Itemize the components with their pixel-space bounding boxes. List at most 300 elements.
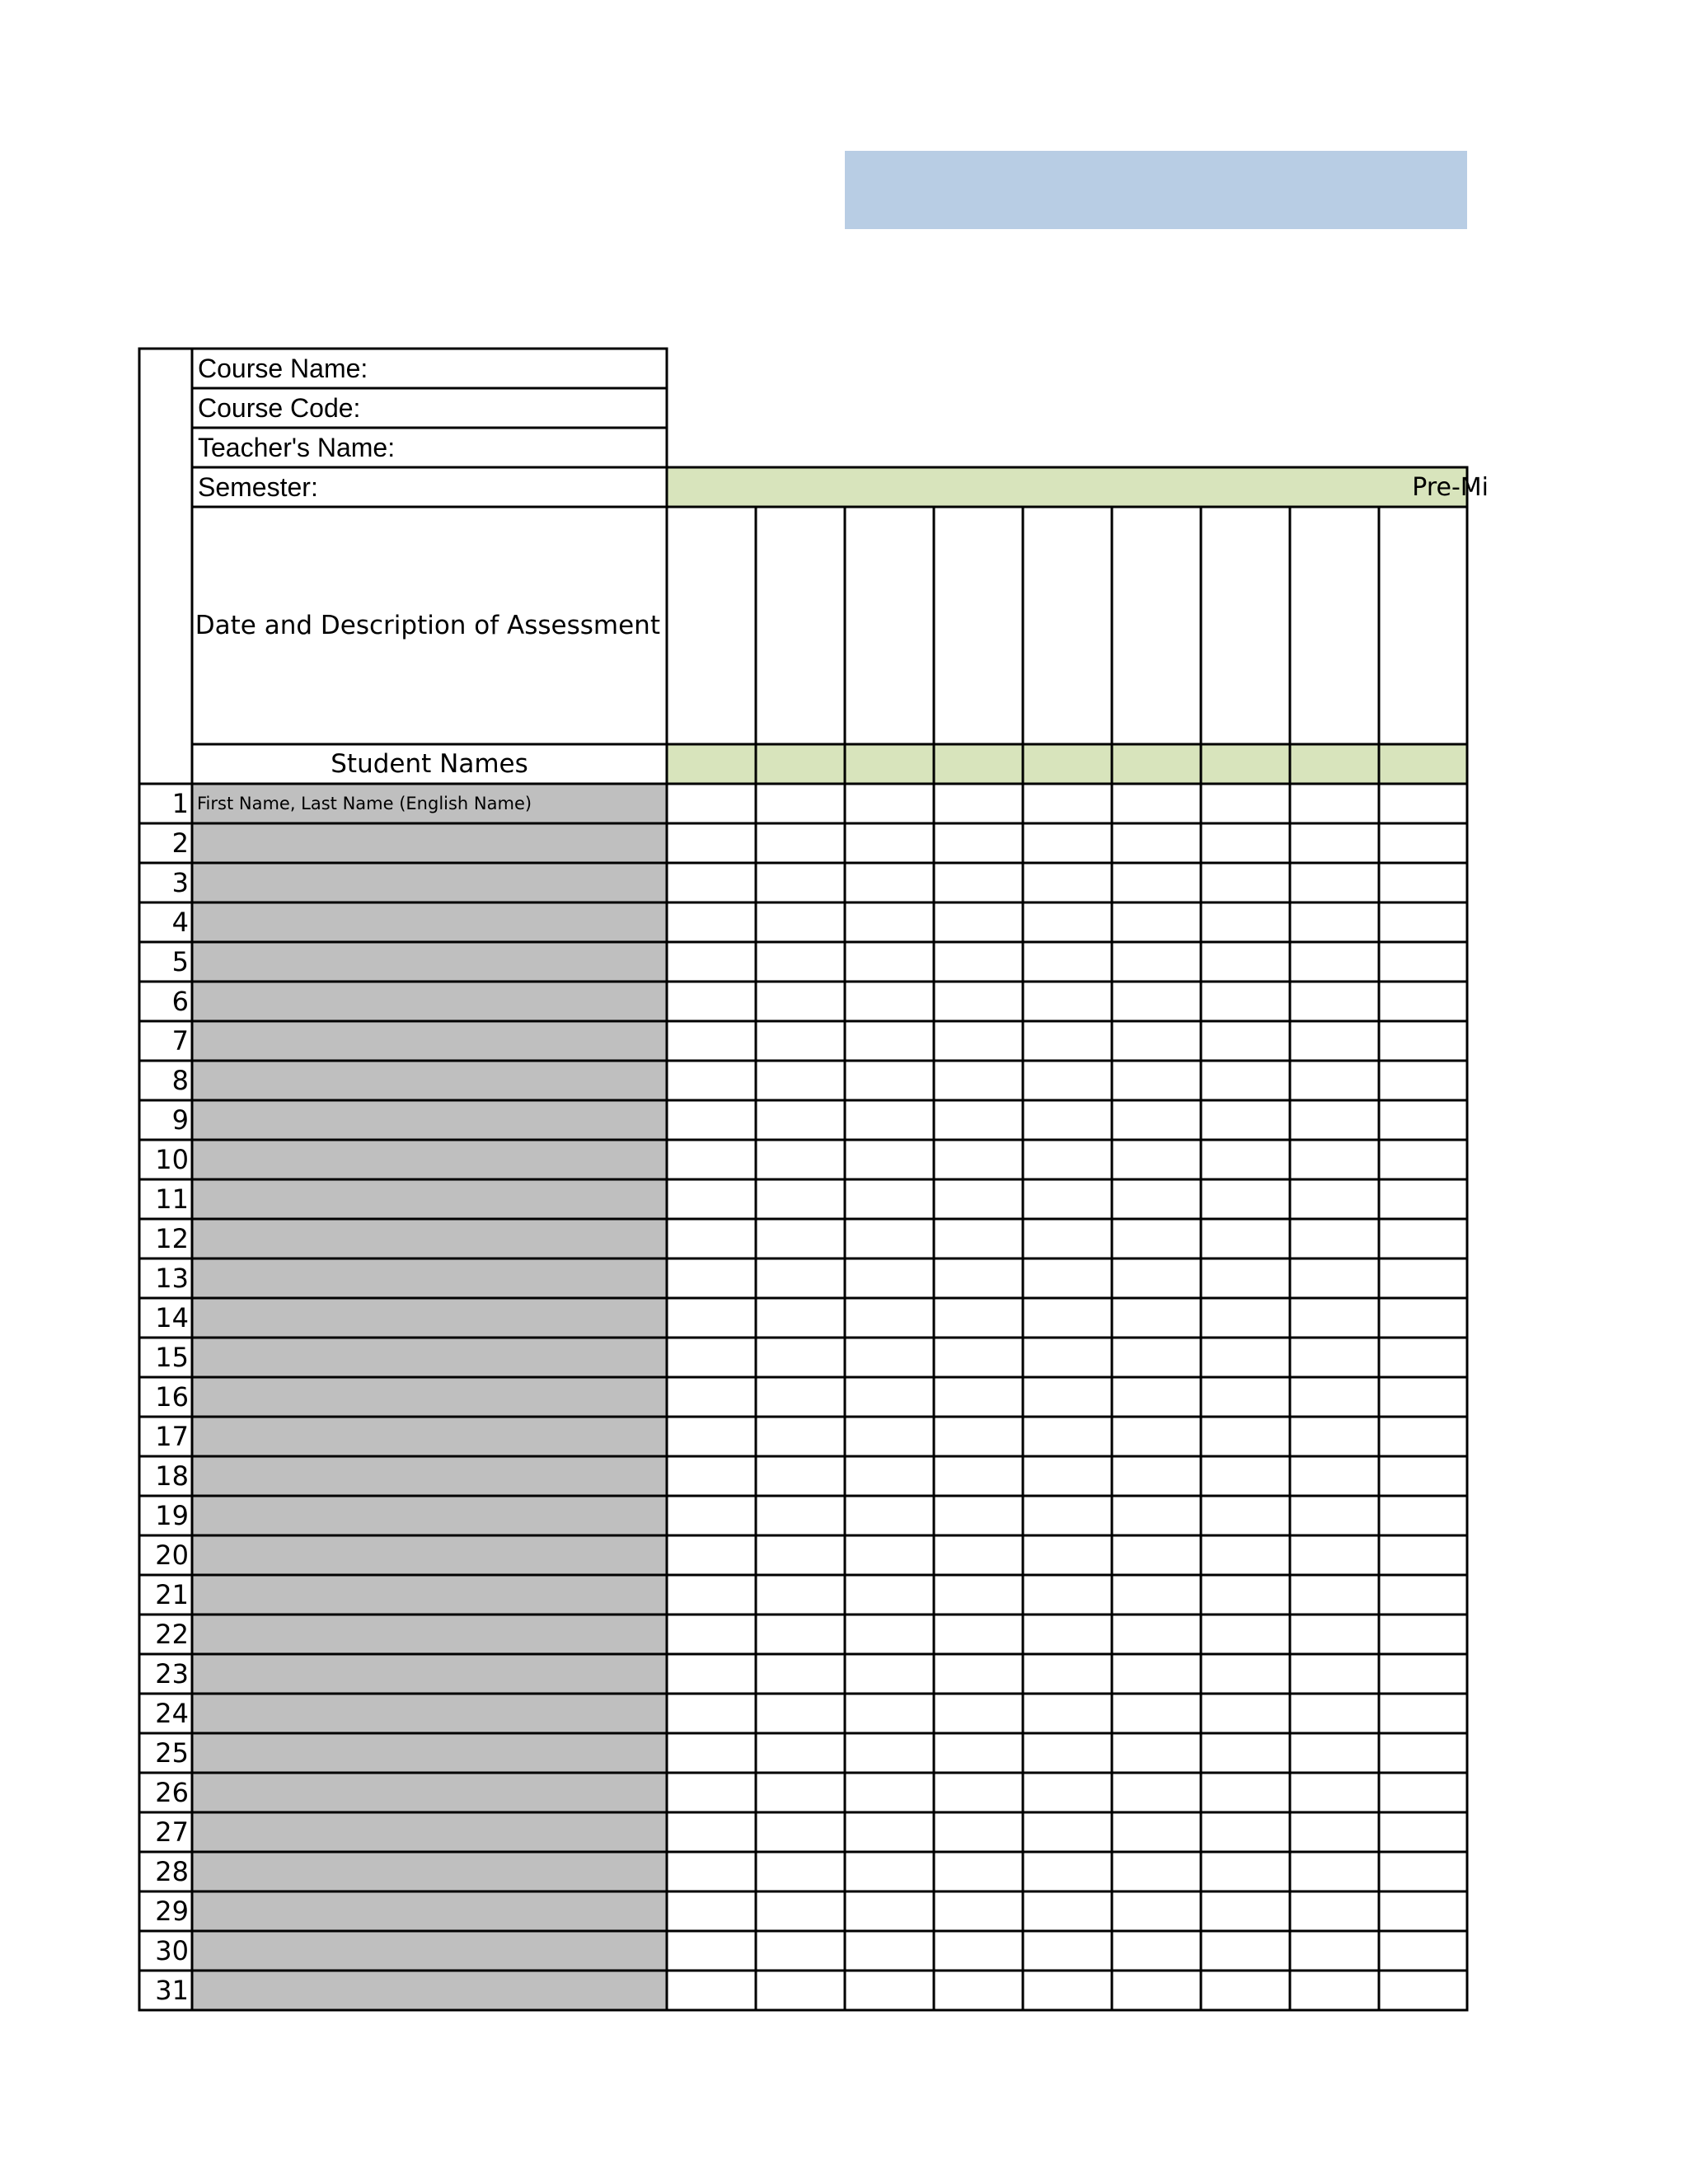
grade-cell[interactable] bbox=[756, 1061, 845, 1100]
assessment-total-cell[interactable] bbox=[756, 744, 845, 784]
assessment-description-cell[interactable] bbox=[845, 507, 934, 744]
grade-cell[interactable] bbox=[1290, 1338, 1379, 1377]
grade-cell[interactable] bbox=[934, 1931, 1023, 1971]
grade-cell[interactable] bbox=[934, 1377, 1023, 1417]
grade-cell[interactable] bbox=[1290, 1298, 1379, 1338]
grade-cell[interactable] bbox=[1023, 1891, 1112, 1931]
grade-cell[interactable] bbox=[1201, 1773, 1290, 1812]
grade-cell[interactable] bbox=[1290, 1812, 1379, 1852]
assessment-description-cell[interactable] bbox=[1201, 507, 1290, 744]
grade-cell[interactable] bbox=[1379, 1654, 1467, 1694]
grade-cell[interactable] bbox=[1112, 1773, 1201, 1812]
grade-cell[interactable] bbox=[667, 1654, 756, 1694]
grade-cell[interactable] bbox=[1290, 982, 1379, 1021]
grade-cell[interactable] bbox=[667, 1931, 756, 1971]
assessment-description-cell[interactable] bbox=[1379, 507, 1467, 744]
student-name-cell[interactable] bbox=[192, 902, 667, 942]
grade-cell[interactable] bbox=[756, 1971, 845, 2010]
student-name-cell[interactable]: First Name, Last Name (English Name) bbox=[192, 784, 667, 823]
grade-cell[interactable] bbox=[667, 823, 756, 863]
grade-cell[interactable] bbox=[934, 1812, 1023, 1852]
grade-cell[interactable] bbox=[667, 1535, 756, 1575]
grade-cell[interactable] bbox=[1023, 784, 1112, 823]
grade-cell[interactable] bbox=[845, 1100, 934, 1140]
grade-cell[interactable] bbox=[1201, 1377, 1290, 1417]
assessment-total-cell[interactable] bbox=[1112, 744, 1201, 784]
grade-cell[interactable] bbox=[845, 1852, 934, 1891]
grade-cell[interactable] bbox=[934, 1417, 1023, 1456]
grade-cell[interactable] bbox=[1112, 1338, 1201, 1377]
grade-cell[interactable] bbox=[1201, 1812, 1290, 1852]
grade-cell[interactable] bbox=[1201, 1219, 1290, 1258]
grade-cell[interactable] bbox=[1023, 1456, 1112, 1496]
grade-cell[interactable] bbox=[756, 1852, 845, 1891]
grade-cell[interactable] bbox=[845, 1496, 934, 1535]
grade-cell[interactable] bbox=[1201, 1061, 1290, 1100]
grade-cell[interactable] bbox=[1379, 1100, 1467, 1140]
student-name-cell[interactable] bbox=[192, 1535, 667, 1575]
grade-cell[interactable] bbox=[756, 1179, 845, 1219]
grade-cell[interactable] bbox=[1112, 823, 1201, 863]
grade-cell[interactable] bbox=[1023, 942, 1112, 982]
grade-cell[interactable] bbox=[1201, 1456, 1290, 1496]
grade-cell[interactable] bbox=[756, 1694, 845, 1733]
grade-cell[interactable] bbox=[1112, 784, 1201, 823]
grade-cell[interactable] bbox=[934, 1298, 1023, 1338]
grade-cell[interactable] bbox=[756, 1100, 845, 1140]
grade-cell[interactable] bbox=[756, 1417, 845, 1456]
grade-cell[interactable] bbox=[1201, 1971, 1290, 2010]
grade-cell[interactable] bbox=[1112, 1535, 1201, 1575]
grade-cell[interactable] bbox=[1023, 1773, 1112, 1812]
grade-cell[interactable] bbox=[667, 1456, 756, 1496]
grade-cell[interactable] bbox=[667, 1733, 756, 1773]
grade-cell[interactable] bbox=[1379, 1298, 1467, 1338]
grade-cell[interactable] bbox=[934, 1575, 1023, 1615]
grade-cell[interactable] bbox=[1201, 1140, 1290, 1179]
grade-cell[interactable] bbox=[756, 784, 845, 823]
grade-cell[interactable] bbox=[1379, 784, 1467, 823]
grade-cell[interactable] bbox=[667, 784, 756, 823]
grade-cell[interactable] bbox=[667, 1417, 756, 1456]
grade-cell[interactable] bbox=[756, 823, 845, 863]
student-name-cell[interactable] bbox=[192, 1258, 667, 1298]
grade-cell[interactable] bbox=[934, 902, 1023, 942]
grade-cell[interactable] bbox=[1201, 1615, 1290, 1654]
grade-cell[interactable] bbox=[1290, 1971, 1379, 2010]
assessment-description-cell[interactable] bbox=[1290, 507, 1379, 744]
grade-cell[interactable] bbox=[1379, 1891, 1467, 1931]
grade-cell[interactable] bbox=[667, 1338, 756, 1377]
grade-cell[interactable] bbox=[934, 1654, 1023, 1694]
grade-cell[interactable] bbox=[1290, 1733, 1379, 1773]
student-name-cell[interactable] bbox=[192, 1377, 667, 1417]
grade-cell[interactable] bbox=[1112, 1456, 1201, 1496]
grade-cell[interactable] bbox=[667, 1971, 756, 2010]
grade-cell[interactable] bbox=[1023, 1021, 1112, 1061]
grade-cell[interactable] bbox=[756, 1812, 845, 1852]
assessment-total-cell[interactable] bbox=[1379, 744, 1467, 784]
grade-cell[interactable] bbox=[1023, 1179, 1112, 1219]
grade-cell[interactable] bbox=[756, 1219, 845, 1258]
grade-cell[interactable] bbox=[1379, 1140, 1467, 1179]
grade-cell[interactable] bbox=[667, 1773, 756, 1812]
grade-cell[interactable] bbox=[1201, 1931, 1290, 1971]
grade-cell[interactable] bbox=[1112, 1733, 1201, 1773]
grade-cell[interactable] bbox=[756, 1456, 845, 1496]
grade-cell[interactable] bbox=[1023, 1654, 1112, 1694]
grade-cell[interactable] bbox=[1290, 784, 1379, 823]
grade-cell[interactable] bbox=[1201, 1694, 1290, 1733]
grade-cell[interactable] bbox=[1290, 823, 1379, 863]
grade-cell[interactable] bbox=[1112, 1654, 1201, 1694]
grade-cell[interactable] bbox=[667, 1021, 756, 1061]
student-name-cell[interactable] bbox=[192, 1298, 667, 1338]
student-name-cell[interactable] bbox=[192, 1140, 667, 1179]
assessment-description-cell[interactable] bbox=[1112, 507, 1201, 744]
grade-cell[interactable] bbox=[1379, 1615, 1467, 1654]
grade-cell[interactable] bbox=[1023, 1971, 1112, 2010]
grade-cell[interactable] bbox=[1112, 982, 1201, 1021]
grade-cell[interactable] bbox=[934, 1061, 1023, 1100]
grade-cell[interactable] bbox=[667, 863, 756, 902]
grade-cell[interactable] bbox=[756, 1615, 845, 1654]
grade-cell[interactable] bbox=[845, 1456, 934, 1496]
grade-cell[interactable] bbox=[1112, 1219, 1201, 1258]
grade-cell[interactable] bbox=[1379, 942, 1467, 982]
grade-cell[interactable] bbox=[1201, 1179, 1290, 1219]
grade-cell[interactable] bbox=[934, 1258, 1023, 1298]
grade-cell[interactable] bbox=[1112, 1061, 1201, 1100]
grade-cell[interactable] bbox=[1023, 1694, 1112, 1733]
grade-cell[interactable] bbox=[1023, 1258, 1112, 1298]
grade-cell[interactable] bbox=[756, 1140, 845, 1179]
grade-cell[interactable] bbox=[756, 863, 845, 902]
grade-cell[interactable] bbox=[756, 1773, 845, 1812]
grade-cell[interactable] bbox=[667, 1061, 756, 1100]
grade-cell[interactable] bbox=[1290, 1496, 1379, 1535]
grade-cell[interactable] bbox=[1112, 1100, 1201, 1140]
grade-cell[interactable] bbox=[845, 1615, 934, 1654]
student-name-cell[interactable] bbox=[192, 1100, 667, 1140]
grade-cell[interactable] bbox=[1379, 1931, 1467, 1971]
grade-cell[interactable] bbox=[667, 1298, 756, 1338]
grade-cell[interactable] bbox=[1112, 1812, 1201, 1852]
grade-cell[interactable] bbox=[845, 1575, 934, 1615]
grade-cell[interactable] bbox=[1201, 1575, 1290, 1615]
grade-cell[interactable] bbox=[1379, 1852, 1467, 1891]
grade-cell[interactable] bbox=[1112, 942, 1201, 982]
grade-cell[interactable] bbox=[756, 1496, 845, 1535]
grade-cell[interactable] bbox=[934, 784, 1023, 823]
grade-cell[interactable] bbox=[1290, 942, 1379, 982]
grade-cell[interactable] bbox=[934, 1456, 1023, 1496]
grade-cell[interactable] bbox=[756, 1733, 845, 1773]
grade-cell[interactable] bbox=[845, 1179, 934, 1219]
grade-cell[interactable] bbox=[1201, 1100, 1290, 1140]
student-name-cell[interactable] bbox=[192, 823, 667, 863]
grade-cell[interactable] bbox=[845, 982, 934, 1021]
grade-cell[interactable] bbox=[1290, 1891, 1379, 1931]
grade-cell[interactable] bbox=[1290, 1456, 1379, 1496]
grade-cell[interactable] bbox=[1023, 1140, 1112, 1179]
grade-cell[interactable] bbox=[934, 823, 1023, 863]
grade-cell[interactable] bbox=[667, 1852, 756, 1891]
grade-cell[interactable] bbox=[1023, 1061, 1112, 1100]
grade-cell[interactable] bbox=[1379, 1021, 1467, 1061]
grade-cell[interactable] bbox=[934, 1891, 1023, 1931]
grade-cell[interactable] bbox=[1290, 1773, 1379, 1812]
grade-cell[interactable] bbox=[1201, 1852, 1290, 1891]
grade-cell[interactable] bbox=[756, 982, 845, 1021]
grade-cell[interactable] bbox=[1201, 1021, 1290, 1061]
student-name-cell[interactable] bbox=[192, 1496, 667, 1535]
grade-cell[interactable] bbox=[1290, 1654, 1379, 1694]
grade-cell[interactable] bbox=[1201, 982, 1290, 1021]
grade-cell[interactable] bbox=[1379, 1812, 1467, 1852]
grade-cell[interactable] bbox=[756, 1338, 845, 1377]
student-name-cell[interactable] bbox=[192, 942, 667, 982]
grade-cell[interactable] bbox=[1023, 1575, 1112, 1615]
grade-cell[interactable] bbox=[1290, 1417, 1379, 1456]
grade-cell[interactable] bbox=[667, 942, 756, 982]
grade-cell[interactable] bbox=[1379, 1338, 1467, 1377]
student-name-cell[interactable] bbox=[192, 1971, 667, 2010]
grade-cell[interactable] bbox=[667, 1575, 756, 1615]
grade-cell[interactable] bbox=[1112, 1417, 1201, 1456]
grade-cell[interactable] bbox=[667, 1258, 756, 1298]
assessment-total-cell[interactable] bbox=[1290, 744, 1379, 784]
grade-cell[interactable] bbox=[845, 1417, 934, 1456]
grade-cell[interactable] bbox=[667, 1377, 756, 1417]
grade-cell[interactable] bbox=[1290, 1219, 1379, 1258]
grade-cell[interactable] bbox=[845, 1377, 934, 1417]
grade-cell[interactable] bbox=[1379, 823, 1467, 863]
grade-cell[interactable] bbox=[845, 1891, 934, 1931]
grade-cell[interactable] bbox=[1023, 1377, 1112, 1417]
grade-cell[interactable] bbox=[934, 1140, 1023, 1179]
grade-cell[interactable] bbox=[1201, 1338, 1290, 1377]
assessment-description-cell[interactable] bbox=[667, 507, 756, 744]
grade-cell[interactable] bbox=[1023, 1812, 1112, 1852]
grade-cell[interactable] bbox=[667, 1615, 756, 1654]
grade-cell[interactable] bbox=[1023, 1615, 1112, 1654]
grade-cell[interactable] bbox=[1379, 982, 1467, 1021]
student-name-cell[interactable] bbox=[192, 863, 667, 902]
grade-cell[interactable] bbox=[1023, 1931, 1112, 1971]
grade-cell[interactable] bbox=[934, 1338, 1023, 1377]
grade-cell[interactable] bbox=[934, 1021, 1023, 1061]
grade-cell[interactable] bbox=[667, 1496, 756, 1535]
grade-cell[interactable] bbox=[1023, 1733, 1112, 1773]
grade-cell[interactable] bbox=[1290, 1100, 1379, 1140]
assessment-total-cell[interactable] bbox=[667, 744, 756, 784]
grade-cell[interactable] bbox=[1201, 1258, 1290, 1298]
grade-cell[interactable] bbox=[1201, 1654, 1290, 1694]
grade-cell[interactable] bbox=[756, 1021, 845, 1061]
grade-cell[interactable] bbox=[1290, 1852, 1379, 1891]
grade-cell[interactable] bbox=[1112, 1891, 1201, 1931]
grade-cell[interactable] bbox=[1023, 1417, 1112, 1456]
grade-cell[interactable] bbox=[1379, 902, 1467, 942]
student-name-cell[interactable] bbox=[192, 1931, 667, 1971]
grade-cell[interactable] bbox=[1201, 1535, 1290, 1575]
grade-cell[interactable] bbox=[1379, 1061, 1467, 1100]
grade-cell[interactable] bbox=[1112, 1971, 1201, 2010]
grade-cell[interactable] bbox=[1379, 1773, 1467, 1812]
grade-cell[interactable] bbox=[756, 1377, 845, 1417]
grade-cell[interactable] bbox=[1379, 1258, 1467, 1298]
grade-cell[interactable] bbox=[845, 1654, 934, 1694]
grade-cell[interactable] bbox=[756, 1298, 845, 1338]
grade-cell[interactable] bbox=[1112, 1852, 1201, 1891]
grade-cell[interactable] bbox=[1379, 1694, 1467, 1733]
grade-cell[interactable] bbox=[845, 1021, 934, 1061]
grade-cell[interactable] bbox=[845, 1971, 934, 2010]
grade-cell[interactable] bbox=[1201, 1733, 1290, 1773]
student-name-cell[interactable] bbox=[192, 1733, 667, 1773]
grade-cell[interactable] bbox=[845, 902, 934, 942]
grade-cell[interactable] bbox=[667, 902, 756, 942]
grade-cell[interactable] bbox=[845, 1298, 934, 1338]
grade-cell[interactable] bbox=[1023, 1496, 1112, 1535]
grade-cell[interactable] bbox=[1379, 1535, 1467, 1575]
grade-cell[interactable] bbox=[1201, 942, 1290, 982]
grade-cell[interactable] bbox=[1112, 1298, 1201, 1338]
grade-cell[interactable] bbox=[1201, 823, 1290, 863]
grade-cell[interactable] bbox=[934, 1496, 1023, 1535]
grade-cell[interactable] bbox=[934, 863, 1023, 902]
grade-cell[interactable] bbox=[845, 1258, 934, 1298]
grade-cell[interactable] bbox=[934, 1971, 1023, 2010]
grade-cell[interactable] bbox=[1290, 863, 1379, 902]
grade-cell[interactable] bbox=[934, 1100, 1023, 1140]
grade-cell[interactable] bbox=[845, 1061, 934, 1100]
grade-cell[interactable] bbox=[1290, 1694, 1379, 1733]
grade-cell[interactable] bbox=[1112, 863, 1201, 902]
student-name-cell[interactable] bbox=[192, 1575, 667, 1615]
grade-cell[interactable] bbox=[756, 902, 845, 942]
grade-cell[interactable] bbox=[667, 1891, 756, 1931]
student-name-cell[interactable] bbox=[192, 1219, 667, 1258]
grade-cell[interactable] bbox=[934, 1773, 1023, 1812]
assessment-total-cell[interactable] bbox=[1023, 744, 1112, 784]
grade-cell[interactable] bbox=[845, 1140, 934, 1179]
grade-cell[interactable] bbox=[1201, 1298, 1290, 1338]
assessment-total-cell[interactable] bbox=[934, 744, 1023, 784]
grade-cell[interactable] bbox=[845, 784, 934, 823]
grade-cell[interactable] bbox=[934, 1179, 1023, 1219]
grade-cell[interactable] bbox=[667, 1100, 756, 1140]
assessment-total-cell[interactable] bbox=[845, 744, 934, 784]
grade-cell[interactable] bbox=[1290, 1377, 1379, 1417]
grade-cell[interactable] bbox=[1201, 1496, 1290, 1535]
grade-cell[interactable] bbox=[934, 942, 1023, 982]
grade-cell[interactable] bbox=[1112, 1694, 1201, 1733]
grade-cell[interactable] bbox=[1290, 902, 1379, 942]
grade-cell[interactable] bbox=[934, 1852, 1023, 1891]
grade-cell[interactable] bbox=[667, 1140, 756, 1179]
grade-cell[interactable] bbox=[1290, 1931, 1379, 1971]
grade-cell[interactable] bbox=[934, 1733, 1023, 1773]
grade-cell[interactable] bbox=[845, 1812, 934, 1852]
student-name-cell[interactable] bbox=[192, 1061, 667, 1100]
grade-cell[interactable] bbox=[845, 1931, 934, 1971]
grade-cell[interactable] bbox=[845, 1219, 934, 1258]
grade-cell[interactable] bbox=[1379, 1733, 1467, 1773]
grade-cell[interactable] bbox=[1023, 1219, 1112, 1258]
grade-cell[interactable] bbox=[1112, 1377, 1201, 1417]
grade-cell[interactable] bbox=[1379, 1971, 1467, 2010]
grade-cell[interactable] bbox=[1112, 1575, 1201, 1615]
grade-cell[interactable] bbox=[756, 1258, 845, 1298]
grade-cell[interactable] bbox=[934, 982, 1023, 1021]
grade-cell[interactable] bbox=[1290, 1140, 1379, 1179]
grade-cell[interactable] bbox=[1379, 1377, 1467, 1417]
grade-cell[interactable] bbox=[667, 1219, 756, 1258]
student-name-cell[interactable] bbox=[192, 1654, 667, 1694]
grade-cell[interactable] bbox=[667, 982, 756, 1021]
grade-cell[interactable] bbox=[1112, 1179, 1201, 1219]
grade-cell[interactable] bbox=[756, 1654, 845, 1694]
grade-cell[interactable] bbox=[1201, 902, 1290, 942]
grade-cell[interactable] bbox=[756, 1535, 845, 1575]
grade-cell[interactable] bbox=[1290, 1061, 1379, 1100]
assessment-description-cell[interactable] bbox=[934, 507, 1023, 744]
grade-cell[interactable] bbox=[1290, 1179, 1379, 1219]
grade-cell[interactable] bbox=[845, 1733, 934, 1773]
student-name-cell[interactable] bbox=[192, 1615, 667, 1654]
grade-cell[interactable] bbox=[934, 1615, 1023, 1654]
student-name-cell[interactable] bbox=[192, 1456, 667, 1496]
assessment-total-cell[interactable] bbox=[1201, 744, 1290, 784]
student-name-cell[interactable] bbox=[192, 1021, 667, 1061]
grade-cell[interactable] bbox=[934, 1694, 1023, 1733]
grade-cell[interactable] bbox=[1201, 1891, 1290, 1931]
student-name-cell[interactable] bbox=[192, 1891, 667, 1931]
student-name-cell[interactable] bbox=[192, 1417, 667, 1456]
grade-cell[interactable] bbox=[667, 1694, 756, 1733]
grade-cell[interactable] bbox=[934, 1535, 1023, 1575]
grade-cell[interactable] bbox=[1201, 784, 1290, 823]
grade-cell[interactable] bbox=[667, 1179, 756, 1219]
grade-cell[interactable] bbox=[1023, 823, 1112, 863]
student-name-cell[interactable] bbox=[192, 1773, 667, 1812]
grade-cell[interactable] bbox=[1112, 1140, 1201, 1179]
grade-cell[interactable] bbox=[845, 1535, 934, 1575]
grade-cell[interactable] bbox=[1379, 1496, 1467, 1535]
grade-cell[interactable] bbox=[845, 863, 934, 902]
grade-cell[interactable] bbox=[1023, 1338, 1112, 1377]
grade-cell[interactable] bbox=[1379, 1417, 1467, 1456]
student-name-cell[interactable] bbox=[192, 1852, 667, 1891]
student-name-cell[interactable] bbox=[192, 1338, 667, 1377]
assessment-description-cell[interactable] bbox=[756, 507, 845, 744]
grade-cell[interactable] bbox=[1379, 1456, 1467, 1496]
grade-cell[interactable] bbox=[1379, 1575, 1467, 1615]
grade-cell[interactable] bbox=[1290, 1575, 1379, 1615]
grade-cell[interactable] bbox=[756, 1575, 845, 1615]
grade-cell[interactable] bbox=[1023, 863, 1112, 902]
grade-cell[interactable] bbox=[1379, 1219, 1467, 1258]
grade-cell[interactable] bbox=[1379, 863, 1467, 902]
grade-cell[interactable] bbox=[1112, 902, 1201, 942]
grade-cell[interactable] bbox=[845, 823, 934, 863]
grade-cell[interactable] bbox=[1379, 1179, 1467, 1219]
grade-cell[interactable] bbox=[756, 942, 845, 982]
grade-cell[interactable] bbox=[1112, 1021, 1201, 1061]
grade-cell[interactable] bbox=[1290, 1615, 1379, 1654]
